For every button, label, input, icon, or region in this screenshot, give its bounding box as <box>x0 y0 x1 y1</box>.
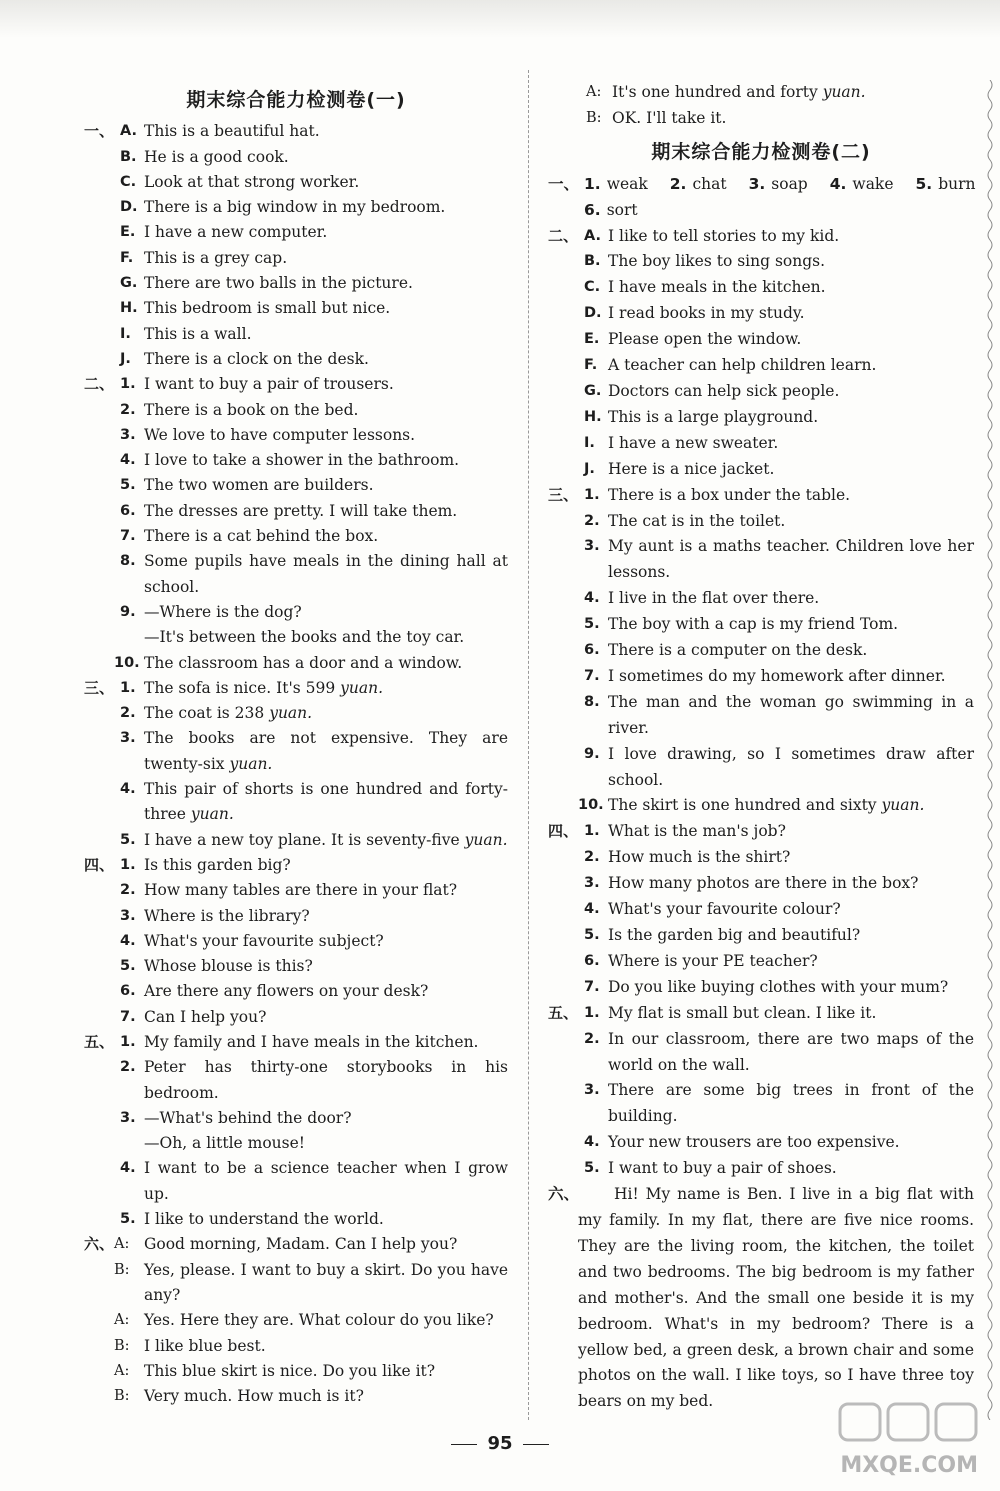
dialogue-italic: yuan. <box>822 83 866 101</box>
item-number: 5. <box>584 927 600 943</box>
item-number: 1. <box>120 679 136 696</box>
item-number: 7. <box>120 528 136 545</box>
item-number: 3. <box>120 426 136 443</box>
item-number: 7. <box>120 1008 136 1025</box>
word-answer: sort <box>606 200 638 219</box>
item-number: 1. <box>120 376 136 393</box>
answer-item <box>84 625 508 650</box>
item-text: —It's between the books and the toy car. <box>144 628 465 647</box>
item-number: 2. <box>120 705 136 722</box>
item-number: 6. <box>120 502 136 519</box>
left-section-4 <box>84 853 508 1030</box>
answer-item <box>548 793 974 819</box>
word-row <box>548 198 974 224</box>
speaker-label: B: <box>586 109 602 126</box>
column-divider <box>528 70 529 1420</box>
dialogue-text: Yes, please. I want to buy a skirt. Do you have any? <box>144 1260 508 1304</box>
item-number: A. <box>584 227 601 244</box>
item-number: 3. <box>584 1082 600 1099</box>
item-text: How much is the shirt? <box>608 848 791 867</box>
item-text: The classroom has a door and a window. <box>144 653 463 672</box>
answer-item <box>548 897 974 923</box>
right-section-1 <box>548 172 974 224</box>
answer-item <box>548 1001 974 1027</box>
answer-item <box>84 524 508 549</box>
answer-item <box>84 372 508 397</box>
item-text: Where is your PE teacher? <box>608 951 818 970</box>
answer-item <box>84 398 508 423</box>
item-number: 6. <box>584 952 600 969</box>
item-text: I have a new sweater. <box>608 433 779 452</box>
item-text: The books are not expensive. They are twenty-six <box>144 729 508 773</box>
left-section-5 <box>84 1030 508 1232</box>
answer-item <box>84 828 508 853</box>
item-text: The boy likes to sing songs. <box>608 252 826 271</box>
item-text: This is a beautiful hat. <box>144 122 320 141</box>
item-number: 5. <box>120 831 136 848</box>
right-section-5 <box>548 1001 974 1182</box>
item-text: Whose blouse is this? <box>144 957 313 976</box>
item-number: 9. <box>584 745 600 762</box>
section-marker: 一、 <box>548 174 580 193</box>
item-text: In our classroom, there are two maps of the world on the wall. <box>608 1029 974 1074</box>
speaker-label: B: <box>114 1337 130 1354</box>
left-section-3 <box>84 676 508 853</box>
left-section-1 <box>84 119 508 372</box>
item-number: 7. <box>584 667 600 684</box>
item-text: The sofa is nice. It's 599 <box>144 678 341 697</box>
item-text: —Oh, a little mouse! <box>144 1134 306 1153</box>
item-number: 1. <box>584 486 600 503</box>
dialogue-text: I like blue best. <box>144 1336 266 1355</box>
section-marker: 二、 <box>548 226 579 245</box>
answer-item <box>548 975 974 1001</box>
word-number: 2. <box>669 174 687 193</box>
item-text: There is a cat behind the box. <box>144 527 379 546</box>
item-number: 2. <box>120 1059 136 1076</box>
answer-item <box>548 638 974 664</box>
item-number: B. <box>584 253 601 270</box>
item-number: 5. <box>584 616 600 633</box>
item-number: 9. <box>120 603 136 620</box>
answer-item <box>84 878 508 903</box>
item-text: This is a wall. <box>144 324 252 343</box>
item-text: Do you like buying clothes with your mum? <box>608 977 949 996</box>
answer-item <box>548 664 974 690</box>
item-text: Is this garden big? <box>144 855 291 874</box>
item-text: The skirt is one hundred and sixty <box>608 796 882 815</box>
word-answer: burn <box>938 174 976 193</box>
left-section-2 <box>84 372 508 676</box>
speaker-label: A: <box>586 84 602 100</box>
dialogue-line <box>84 1232 508 1257</box>
item-number: A. <box>120 123 137 140</box>
answer-item <box>548 353 974 379</box>
answer-item <box>548 275 974 301</box>
speaker-label: A: <box>114 1362 130 1379</box>
left-column <box>84 80 508 1409</box>
section-marker: 三、 <box>84 678 115 697</box>
item-text: The boy with a cap is my friend Tom. <box>608 615 899 634</box>
answer-item <box>84 777 508 828</box>
answer-item <box>84 119 508 144</box>
item-italic: yuan. <box>340 678 383 697</box>
answer-item <box>548 1027 974 1079</box>
item-number: 8. <box>120 553 136 570</box>
dialogue-line <box>84 1308 508 1333</box>
answer-item <box>548 845 974 871</box>
answer-item <box>84 600 508 625</box>
item-text: What is the man's job? <box>608 822 786 841</box>
item-text: What's your favourite colour? <box>608 900 841 919</box>
item-text: My flat is small but clean. I like it. <box>608 1003 877 1022</box>
answer-item <box>548 249 974 275</box>
dialogue-text: OK. I'll take it. <box>612 108 727 127</box>
item-text: This is a large playground. <box>608 407 819 426</box>
item-number: D. <box>584 305 602 322</box>
word-number: 4. <box>829 174 847 193</box>
answer-item <box>84 1005 508 1030</box>
item-text: There is a book on the bed. <box>144 400 359 419</box>
item-text: There is a box under the table. <box>608 485 851 504</box>
answer-item <box>548 534 974 586</box>
right-section-2 <box>548 224 974 483</box>
item-text: What's your favourite subject? <box>144 931 384 950</box>
item-text: The man and the woman go swimming in a river. <box>608 692 974 737</box>
answer-item <box>84 473 508 498</box>
item-number: 5. <box>584 1160 600 1177</box>
item-number: J. <box>584 460 595 477</box>
section-marker: 二、 <box>84 375 115 394</box>
dialogue-text: This blue skirt is nice. Do you like it? <box>144 1361 436 1380</box>
item-number: 6. <box>120 983 136 1000</box>
section-marker: 五、 <box>548 1003 579 1022</box>
page-number-dash-right <box>523 1444 549 1445</box>
answer-item <box>84 170 508 195</box>
item-number: I. <box>584 434 595 451</box>
item-text: I want to be a science teacher when I grow up. <box>144 1159 508 1203</box>
answer-item <box>84 1106 508 1131</box>
answer-item <box>84 954 508 979</box>
answer-item <box>84 1131 508 1156</box>
right-column <box>548 80 974 1415</box>
word-number: 5. <box>915 174 933 193</box>
answer-item <box>84 423 508 448</box>
answer-item <box>548 1156 974 1182</box>
word-row <box>548 172 974 198</box>
item-text: I have a new toy plane. It is seventy-five <box>144 830 465 849</box>
passage-paragraph <box>548 1182 974 1415</box>
answer-item <box>548 1130 974 1156</box>
item-number: 2. <box>120 401 136 418</box>
item-text: I have meals in the kitchen. <box>608 278 826 297</box>
speaker-label: B: <box>114 1261 130 1278</box>
section-marker: 五、 <box>84 1032 115 1051</box>
item-text: —Where is the dog? <box>144 602 302 621</box>
answer-item <box>548 1078 974 1130</box>
item-italic: yuan. <box>464 830 508 849</box>
answer-item <box>548 431 974 457</box>
answer-item <box>84 145 508 170</box>
answer-item <box>84 220 508 245</box>
item-text: I like to understand the world. <box>144 1210 384 1229</box>
item-text: Some pupils have meals in the dining hall at school. <box>144 552 508 596</box>
item-number: 1. <box>584 1004 600 1021</box>
item-number: 3. <box>584 875 600 892</box>
answer-item <box>548 586 974 612</box>
item-number: 8. <box>584 693 600 710</box>
item-number: H. <box>120 300 138 317</box>
speaker-label: A: <box>114 1312 130 1329</box>
wavy-edge-line <box>986 80 994 1420</box>
item-number: E. <box>584 331 600 348</box>
right-dialogue-continuation <box>548 80 974 132</box>
answer-item <box>84 1030 508 1055</box>
watermark-logo <box>770 1400 990 1480</box>
answer-item <box>84 726 508 777</box>
word-answer: weak <box>606 174 648 193</box>
item-number: G. <box>584 382 602 399</box>
answer-item <box>548 327 974 353</box>
dialogue-text: Good morning, Madam. Can I help you? <box>144 1235 458 1254</box>
answer-item <box>548 483 974 509</box>
answer-item <box>84 499 508 524</box>
item-number: 7. <box>584 978 600 995</box>
item-text: I read books in my study. <box>608 304 805 323</box>
item-number: B. <box>120 148 137 165</box>
dialogue-line <box>84 1334 508 1359</box>
answer-item <box>548 379 974 405</box>
section-marker: 六、 <box>84 1235 115 1254</box>
item-number: 10. <box>578 797 604 814</box>
item-text: My family and I have meals in the kitchen. <box>144 1032 479 1051</box>
item-text: I want to buy a pair of shoes. <box>608 1159 837 1178</box>
item-number: 3. <box>120 1109 136 1126</box>
answer-item <box>548 457 974 483</box>
item-number: F. <box>584 357 598 374</box>
item-text: How many tables are there in your flat? <box>144 881 458 900</box>
item-number: 2. <box>584 512 600 529</box>
right-section-6 <box>548 1182 974 1415</box>
item-number: 4. <box>584 901 600 918</box>
item-number: 4. <box>120 932 136 949</box>
item-number: 5. <box>120 1211 136 1228</box>
test-title-2: 期末综合能力检测卷(二) <box>651 140 871 163</box>
answer-item <box>84 701 508 726</box>
item-text: I have a new computer. <box>144 223 328 242</box>
item-number: 4. <box>584 590 600 607</box>
item-text: There is a big window in my bedroom. <box>144 198 446 217</box>
section-marker: 三、 <box>548 485 579 504</box>
item-number: D. <box>120 199 138 216</box>
answer-item <box>548 923 974 949</box>
answer-item <box>84 676 508 701</box>
answer-item <box>84 271 508 296</box>
answer-item <box>84 1055 508 1106</box>
item-text: The two women are builders. <box>144 476 374 495</box>
section-marker: 四、 <box>84 855 115 874</box>
item-number: 4. <box>584 1134 600 1151</box>
answer-item <box>84 549 508 600</box>
item-number: 1. <box>120 1033 136 1050</box>
answer-item <box>548 301 974 327</box>
item-number: 2. <box>584 1030 600 1047</box>
dialogue-text: Yes. Here they are. What colour do you like? <box>144 1311 494 1330</box>
answer-item <box>548 509 974 535</box>
item-number: J. <box>120 350 131 367</box>
item-text: This is a grey cap. <box>144 248 288 267</box>
item-text: I like to tell stories to my kid. <box>608 226 840 245</box>
item-text: My aunt is a maths teacher. Children love her lessons. <box>608 537 974 582</box>
item-number: 4. <box>120 781 136 798</box>
page-number-text: 95 <box>487 1433 513 1454</box>
answer-item <box>548 690 974 742</box>
item-number: C. <box>120 173 137 190</box>
answer-item <box>548 742 974 794</box>
item-text: There is a clock on the desk. <box>144 349 369 368</box>
item-italic: yuan. <box>190 805 234 824</box>
item-text: I live in the flat over there. <box>608 589 820 608</box>
dialogue-text: Very much. How much is it? <box>144 1387 364 1406</box>
scan-top-strip <box>0 0 1000 38</box>
item-number: 2. <box>584 849 600 866</box>
item-number: E. <box>120 224 136 241</box>
item-text: The dresses are pretty. I will take them. <box>144 501 458 520</box>
answer-item <box>84 979 508 1004</box>
item-text: —What's behind the door? <box>144 1108 352 1127</box>
item-italic: yuan. <box>881 796 925 815</box>
dialogue-line <box>84 1359 508 1384</box>
item-number: I. <box>120 325 131 342</box>
left-section-6 <box>84 1232 508 1409</box>
passage-text: Hi! My name is Ben. I live in a big flat with my family. In my flat, there are five nice rooms. They are the living room, the kitchen, the toilet and two bedrooms. The big bedroom is my father and mother's. And the small one beside it is my bedroom. What's in my bedroom? There is a yellow bed, a green desk, a brown chair and some photos on the wall. I like toys, so I have three toy bears on my bed. <box>578 1185 974 1411</box>
answer-item <box>84 929 508 954</box>
item-number: 2. <box>120 882 136 899</box>
item-text: This bedroom is small but nice. <box>144 299 391 318</box>
word-answer: wake <box>852 174 894 193</box>
watermark-text: MXQE.COM <box>840 1453 978 1478</box>
item-number: 4. <box>120 452 136 469</box>
page-number-dash-left <box>451 1444 477 1445</box>
answer-item <box>84 322 508 347</box>
item-text: Here is a nice jacket. <box>608 459 775 478</box>
item-text: The coat is 238 <box>144 704 270 723</box>
answer-item <box>84 246 508 271</box>
item-number: 5. <box>120 958 136 975</box>
right-section-3 <box>548 483 974 820</box>
dialogue-line <box>548 106 974 132</box>
dialogue-line <box>84 1258 508 1309</box>
item-number: F. <box>120 249 134 266</box>
item-text: How many photos are there in the box? <box>608 874 919 893</box>
item-text: Are there any flowers on your desk? <box>144 982 429 1001</box>
item-text: The cat is in the toilet. <box>608 511 786 530</box>
answer-item <box>548 405 974 431</box>
word-number: 3. <box>748 174 766 193</box>
answer-item <box>84 296 508 321</box>
item-text: We love to have computer lessons. <box>144 425 416 444</box>
word-number: 6. <box>584 200 601 219</box>
answer-item <box>84 195 508 220</box>
item-text: I love drawing, so I sometimes draw after school. <box>608 744 974 789</box>
item-text: Doctors can help sick people. <box>608 381 840 400</box>
item-number: H. <box>584 408 602 425</box>
item-number: 10. <box>114 654 140 671</box>
answer-item <box>84 853 508 878</box>
item-number: 1. <box>120 856 136 873</box>
item-number: 4. <box>120 1160 136 1177</box>
answer-item <box>548 224 974 250</box>
item-text: There are some big trees in front of the building. <box>608 1081 974 1126</box>
item-text: Can I help you? <box>144 1007 267 1026</box>
item-text: This pair of shorts is one hundred and forty-three <box>144 780 508 824</box>
speaker-label: A: <box>114 1236 130 1253</box>
word-answer: soap <box>771 174 808 193</box>
item-text: I want to buy a pair of trousers. <box>144 375 394 394</box>
answer-item <box>84 347 508 372</box>
answer-item <box>548 871 974 897</box>
item-number: 6. <box>584 642 600 659</box>
item-text: There are two balls in the picture. <box>144 274 413 293</box>
item-italic: yuan. <box>229 754 273 773</box>
item-number: C. <box>584 279 601 296</box>
item-text: Is the garden big and beautiful? <box>608 926 861 944</box>
answer-item <box>84 1156 508 1207</box>
answer-item <box>84 1207 508 1232</box>
item-text: There is a computer on the desk. <box>608 641 868 660</box>
answer-item <box>548 819 974 845</box>
item-number: 3. <box>120 907 136 924</box>
word-number: 1. <box>584 174 601 193</box>
item-text: I love to take a shower in the bathroom. <box>144 451 460 470</box>
item-text: A teacher can help children learn. <box>608 356 877 375</box>
section-marker: 一、 <box>84 122 115 141</box>
dialogue-line <box>84 1384 508 1409</box>
test-title-1: 期末综合能力检测卷(一) <box>186 89 406 111</box>
item-text: Please open the window. <box>608 330 802 349</box>
speaker-label: B: <box>114 1388 130 1405</box>
item-number: G. <box>120 275 138 292</box>
item-italic: yuan. <box>269 704 313 723</box>
dialogue-text: It's one hundred and forty <box>612 83 823 101</box>
answer-item <box>84 651 508 676</box>
item-text: Look at that strong worker. <box>144 172 360 191</box>
item-number: 5. <box>120 477 136 494</box>
item-text: Your new trousers are too expensive. <box>608 1133 900 1152</box>
right-section-4 <box>548 819 974 1000</box>
item-number: 3. <box>120 730 136 747</box>
answer-item <box>548 612 974 638</box>
answer-item <box>84 904 508 929</box>
item-text: Peter has thirty-one storybooks in his bedroom. <box>144 1058 508 1102</box>
item-number: 1. <box>584 823 600 840</box>
item-number: 3. <box>584 538 600 555</box>
item-text: I sometimes do my homework after dinner. <box>608 666 946 685</box>
section-marker: 六、 <box>548 1185 580 1204</box>
item-text: Where is the library? <box>144 906 310 925</box>
answer-item <box>84 448 508 473</box>
answer-item <box>548 949 974 975</box>
word-answer: chat <box>692 174 727 193</box>
dialogue-line <box>548 80 974 106</box>
section-marker: 四、 <box>548 822 579 841</box>
item-text: He is a good cook. <box>144 147 289 166</box>
